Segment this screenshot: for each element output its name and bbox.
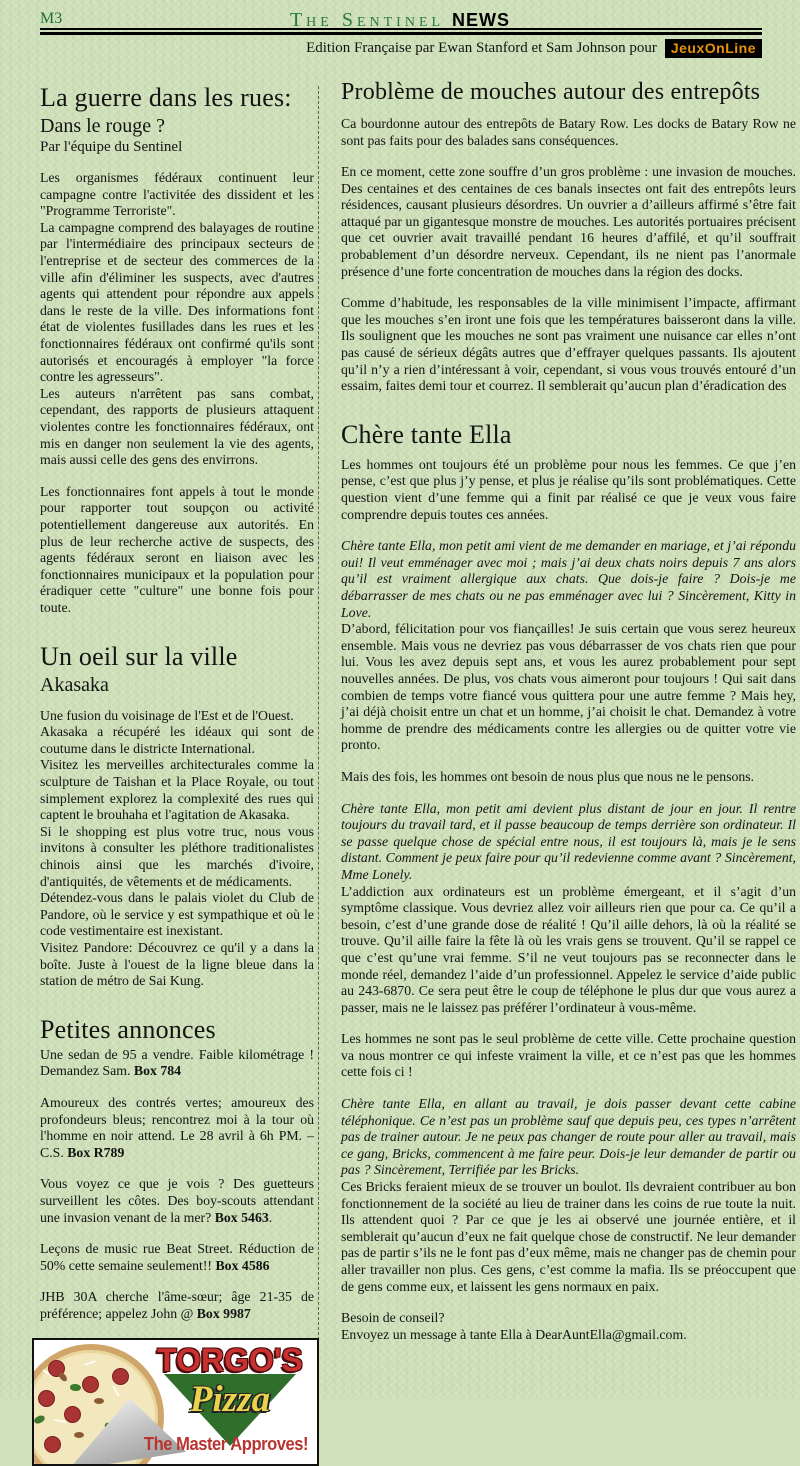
contact-line: Envoyez un message à tante Ella à DearAuntElla@gmail.com. — [341, 1326, 687, 1342]
paragraph: L’addiction aux ordinateurs est un problème émergeant, et il s’agit d’un symptôme classique. Vous devriez allez voir ailleurs rien que pour ca. Ce qu’il a besoin, c’est d’une grande dose de réalité ! Qu’il aille dehors, là où la réalité se trouve. Qu’il aille faire la fête là où les vrais gens se trouvent. Qu’il se rappel ce que c’est qu’une vrai femme. S’il ne veut toujours pas se reconnecter dans le monde réel, demandez l’aide d’un professionnel. Appelez le service d’aide public au 243-6870. Ce sera peut être le coup de téléphone le plus dur que vous aurez a passer, mais ne le laissez pas préférer l’ordinateur à vous-même. — [341, 883, 796, 1015]
article-title: Problème de mouches autour des entrepôts — [341, 79, 761, 105]
paragraph: Ces Bricks feraient mieux de se trouver un boulot. Ils devraient contribuer au bon fonctionnement de la société au lieu de trainer dans les coins de rue toute la nuit. Ils attendent quoi ? Par ce que je les ai observé une journée entière, et il semblerait qu’aucun d’eux ne fait quelque chose de constructif. Ne leur demander pas de partir s’ils ne le font pas d’eux même, mais ne changer pas de chemin pour aller travailler non plus. Ces gens, c’est comme la mafia. Ils se préoccupent que de gens comme eux, et laissent les gens normaux en paix. — [341, 1179, 796, 1294]
paragraph: Mais des fois, les hommes ont besoin de nous plus que nous ne le pensons. — [341, 768, 755, 784]
paragraph: Visitez les merveilles architecturales comme la sculpture de Taishan et la Place Royale, ou tout simplement explorez la complexité des rues qui captent le brouhaha et l'agitation de Akasaka. — [40, 757, 314, 823]
ad-box-number: Box 5463 — [214, 1209, 269, 1225]
masthead-title: The Sentinel — [289, 9, 445, 31]
pizza-ad-brand: TORGO'S — [157, 1342, 303, 1379]
masthead-news-label: NEWS — [452, 10, 511, 30]
ad-text: Une sedan de 95 a vendre. Faible kilométrage ! Demandez Sam. — [40, 1046, 314, 1079]
ad-box-number: Box 4586 — [215, 1257, 270, 1273]
article-dear-aunt-ella — [341, 421, 796, 1344]
article-subtitle: Dans le rouge ? — [40, 115, 165, 138]
article-eye-on-city — [40, 643, 314, 990]
paragraph: La campagne comprend des balayages de routine par l'intermédiaire des principaux secteurs de l'entreprise et de secteur des commerces de la ville afin d'éliminer les suspects, avec d'autres agents qui attendent pour répondre aux appels dans le reste de la ville. Des informations font état de violentes fusillades dans les rues et les fonctionnaires fédéraux ont confirmé qu'ils sont autorisés et encouragés à employer "la force contre les agresseurs". — [40, 219, 314, 385]
reader-letter: Chère tante Ella, mon petit ami devient plus distant de jour en jour. Il rentre toujours du travail tard, et il passe beaucoup de temps derrière son ordinateur. Il se passe quelque chose de spécial entre nous, il est toujours là, mais je le sens distant. Comment je peux faire pour qu’il redevienne comme avant ? Sincèrement, Mme Lonely. — [341, 800, 796, 882]
paragraph: Ca bourdonne autour des entrepôts de Batary Row. Les docks de Batary Row ne sont pas faits pour des balades sans conséquences. — [341, 115, 796, 148]
article-byline: Par l'équipe du Sentinel — [40, 139, 183, 156]
paragraph: Les hommes ont toujours été un problème pour nous les femmes. Ce que j’en pense, c’est que plus j’y pense, et plus je réalise qu’ils sont problématiques. Cette question vient d’une femme qui a finit par réalisé ce que je veux vous faire comprendre depuis toutes ces années. — [341, 456, 796, 522]
article-title: La guerre dans les rues: — [40, 83, 292, 112]
classified-ad — [40, 1241, 314, 1274]
left-column — [40, 84, 314, 1466]
ad-text: Amoureux des contrés vertes; amoureux des profondeurs bleus; rencontrez moi à la tour où l'homme en noir attend. Le 28 avril à 6h PM. –C.S. — [40, 1094, 314, 1160]
ad-text: JHB 30A cherche l'âme-sœur; âge 21-35 de préférence; appelez John @ — [40, 1289, 314, 1321]
article-title: Chère tante Ella — [341, 419, 512, 449]
contact-text: Envoyez un message à tante Ella à — [341, 1326, 536, 1342]
article-title: Un oeil sur la ville — [40, 641, 238, 671]
paragraph: Une fusion du voisinage de l'Est et de l'Ouest. — [40, 707, 294, 723]
ad-box-number: Box R789 — [67, 1144, 125, 1160]
paragraph: Comme d’habitude, les responsables de la ville minimisent l’impacte, affirmant que les mouches s’en iront une fois que les températures baisseront dans la ville. Ils soulignent que les mouches ne sont pas vraiment une nuisance car elles n’ont pas causé de sérieux dégâts autres que d’effrayer quelques passants. Ils ajoutent qu’il n’y a rien d’intéressant à voir, cependant, si vous vous trouvés entouré d’un essaim, faites demi tour et courrez. Il semblerait qu’aucun plan d’éradication des — [341, 295, 796, 394]
article-fly-problem — [341, 80, 796, 395]
masthead-double-rule — [40, 28, 762, 35]
pizza-ad-product: Pizza — [189, 1379, 271, 1421]
classified-ad — [40, 1047, 314, 1080]
edition-credit-text: Edition Française par Ewan Stanford et Sam Johnson pour — [306, 40, 657, 56]
paragraph: Les hommes ne sont pas le seul problème de cette ville. Cette prochaine question va nous montrer ce qui infeste vraiment la ville, et ce n’est pas que les hommes cette fois ci ! — [341, 1031, 796, 1080]
paragraph: En ce moment, cette zone souffre d’un gros problème : une invasion de mouches. Des centaines et des centaines de ces banals insectes ont fait des entrepôts leurs résidences, causant plusieurs désordres. Un ouvrier a d’ailleurs affirmé s’être fait attaqué par un gigantesque monstre de mouches. Les autorités portuaires précisent que cet ouvrier avait travaillé pendant 16 heures d’affilé, et qu’il souffrait probablement d’un désordre nerveux. Cependant, ils ne nient pas l’anormale présence d’une forte concentration de mouches dans la région des docks. — [341, 164, 796, 279]
reader-letter: Chère tante Ella, mon petit ami vient de me demander en mariage, et j’ai répondu oui! Il veut emménager avec moi ; mais j’ai deux chats noirs depuis 7 ans alors qu’il est vraiment allergique aux chats. Que dois-je faire ? Dois-je me débarrasser de mes chats ou ne pas emménager avec lui ? Sincèrement, Kitty in Love. — [341, 538, 796, 620]
ad-text: Vous voyez ce que je vois ? Des guetteurs surveillent les côtes. Des boy-scouts attendant une invasion venant de la mer? — [40, 1176, 314, 1225]
article-subtitle: Akasaka — [40, 673, 109, 696]
edition-credit-line — [306, 39, 762, 58]
classified-ad — [40, 1095, 314, 1161]
column-divider — [318, 86, 319, 1390]
jeuxonline-logo[interactable]: JeuxOnLine — [665, 39, 762, 58]
aunt-ella-email[interactable]: DearAuntElla@gmail.com — [535, 1326, 684, 1342]
paragraph: Les organismes fédéraux continuent leur campagne contre l'activitée des dissident et les "Programme Terroriste". — [40, 170, 314, 219]
classifieds-section — [40, 1016, 314, 1323]
paragraph: Si le shopping est plus votre truc, nous vous invitons à consulter les pléthore traditionalistes chinois ainsi que les marchés d'ivoire, d'antiquités, de vêtements et de médicaments. — [40, 823, 314, 889]
paragraph: D’abord, félicitation pour vos fiançailles! Je suis certain que vous serez heureux ensemble. Mais vous ne devriez pas vous débarrasser de vos chats rien que pour lui. Vous les avez depuis sept ans, et vous les aurez probablement pour sept nouvelles années. De plus, vos chats vous aimeront pour toujours ! Qui sait dans combien de temps votre fiancé vous quittera pour une autre femme ? Mais hey, j’ai déjà choisit entre un chat et un homme, j’ai choisit le chat. Demandez à votre homme de prendre des médicaments contre les allergies ou de quitter votre vie pronto. — [341, 621, 796, 753]
paragraph: Besoin de conseil? — [341, 1310, 445, 1326]
ad-box-number: Box 784 — [133, 1063, 182, 1079]
paragraph: Détendez-vous dans le palais violet du Club de Pandore, où le service y est sympathique et où le code vestimentaire est inexistant. — [40, 890, 314, 939]
ad-box-number: Box 9987 — [196, 1305, 251, 1321]
reader-letter: Chère tante Ella, en allant au travail, je dois passer devant cette cabine téléphonique. Ce n’est pas un problème sauf que depuis peu, ces types n’arrêtent pas de trainer autour. Je ne peux pas changer de route pour aller au travail, mais ce gang, Bricks, commencent à me faire peur. Dois-je leur demander de partir ou pas ? Sincèrement, Terrifiée par les Bricks. — [341, 1096, 796, 1178]
paragraph: Les fonctionnaires font appels à tout le monde pour rapporter tout soupçon ou activité potentiellement dangereuse aux autorités. En plus de leur recherche active de suspects, des agents fédéraux seront en liaison avec les fonctionnaires municipaux et la population pour éradiquer cette "culture" une bonne fois pour toute. — [40, 483, 314, 615]
paragraph: Les auteurs n'arrêtent pas sans combat, cependant, des rapports de plusieurs attaquent violentes contre les fonctionnaires fédéraux, ont mis en danger non seulement la vie des agents, mais aussi celle des gens des envirrons. — [40, 385, 314, 468]
classified-ad: Vous voyez ce que je vois ? Des guetteurs surveillent les côtes. Des boy-scouts attendant une invasion venant de la mer? Box 5463. — [40, 1176, 314, 1225]
edition-code: M3 — [40, 10, 63, 27]
right-column — [341, 80, 796, 1343]
classified-ad — [40, 1289, 314, 1322]
ad-text: Leçons de music rue Beat Street. Réduction de 50% cette semaine seulement!! — [40, 1241, 314, 1273]
torgos-pizza-ad — [32, 1338, 319, 1466]
paragraph: Akasaka a récupéré les idéaux qui sont de coutume dans le districte International. — [40, 724, 314, 756]
paragraph: Visitez Pandore: Découvrez ce qu'il y a dans la boîte. Juste à l'ouest de la ligne bleue dans la station de métro de Sai Kung. — [40, 939, 314, 989]
classifieds-title: Petites annonces — [40, 1014, 216, 1044]
pizza-ad-slogan: The Master Approves! — [143, 1434, 309, 1455]
article-war-in-streets — [40, 84, 314, 617]
